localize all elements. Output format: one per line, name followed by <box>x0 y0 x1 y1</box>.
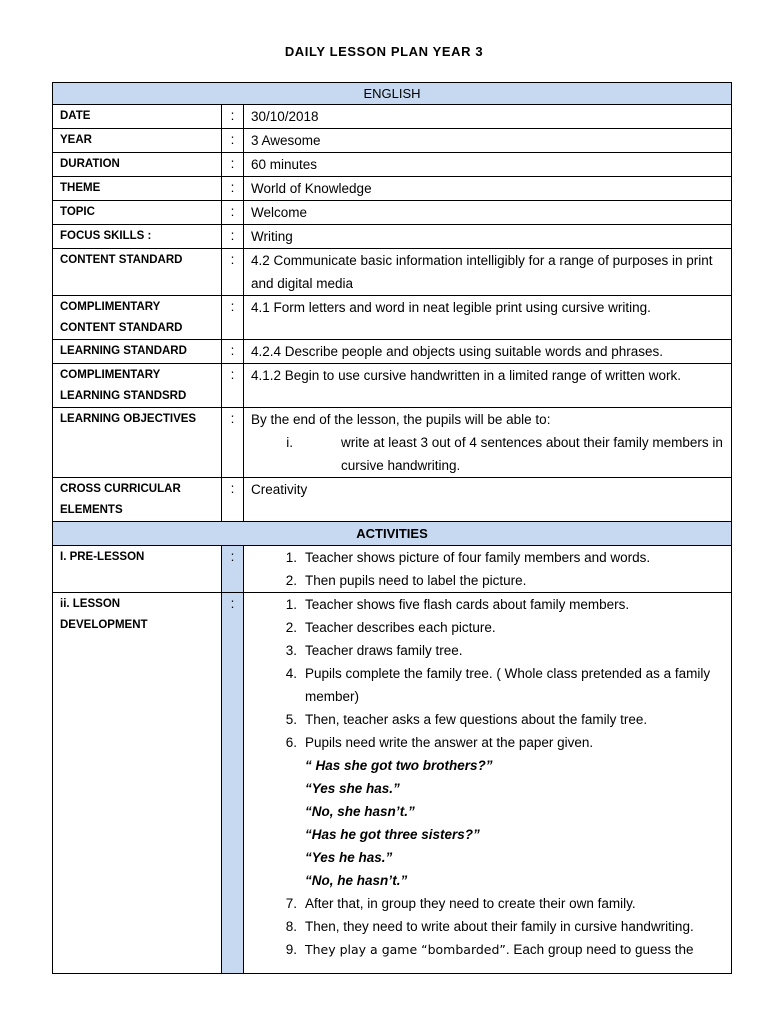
subject-header: ENGLISH <box>53 83 732 105</box>
step-text: Then, teacher asks a few questions about the family tree. <box>305 712 648 727</box>
step-text <box>305 938 731 961</box>
row-complimentary-learning-standard <box>53 364 732 408</box>
step-text: Teacher shows five flash cards about family members. <box>305 597 630 612</box>
game-instruction-text: . Each group need to guess the <box>505 942 694 957</box>
step-text: After that, in group they need to create their own family. <box>305 896 636 911</box>
pre-lesson-steps <box>244 546 732 593</box>
lesson-development-label-line2: DEVELOPMENT <box>60 619 148 631</box>
learning-standard-label: LEARNING STANDARD <box>53 340 222 364</box>
colon: : <box>222 249 244 296</box>
focus-skills-label: FOCUS SKILLS : <box>53 225 222 249</box>
theme-label: THEME <box>53 177 222 201</box>
colon: : <box>222 546 244 593</box>
cross-curricular-label-line1: CROSS CURRICULAR <box>60 483 181 495</box>
cross-curricular-label <box>53 478 222 522</box>
page-title: DAILY LESSON PLAN YEAR 3 <box>284 44 484 59</box>
activities-header-row <box>53 522 732 546</box>
topic-value: Welcome <box>244 201 732 225</box>
colon: : <box>222 201 244 225</box>
step-number: 7. <box>285 896 297 911</box>
learning-standard-value: 4.2.4 Describe people and objects using suitable words and phrases. <box>244 340 732 364</box>
colon: : <box>222 153 244 177</box>
complimentary-content-label-line2: CONTENT STANDARD <box>60 322 183 334</box>
year-label: YEAR <box>53 129 222 153</box>
lesson-development-label-line1: ii. LESSON <box>60 598 121 610</box>
row-cross-curricular <box>53 478 732 522</box>
step-number: 5. <box>285 712 297 727</box>
row-duration <box>53 153 732 177</box>
colon: : <box>222 296 244 340</box>
complimentary-learning-value: 4.1.2 Begin to use cursive handwritten in a limited range of written work. <box>244 364 732 408</box>
colon: : <box>222 478 244 522</box>
lesson-plan-table <box>52 82 732 974</box>
dialogue-line: “Yes he has.” <box>305 850 393 865</box>
row-pre-lesson <box>53 546 732 593</box>
duration-label: DURATION <box>53 153 222 177</box>
row-date <box>53 105 732 129</box>
list-item <box>251 616 731 639</box>
objective-item <box>251 431 731 477</box>
step-text: Then pupils need to label the picture. <box>305 573 527 588</box>
step-text: Teacher shows picture of four family members and words. <box>305 550 651 565</box>
list-item <box>251 569 731 592</box>
complimentary-learning-label-line1: COMPLIMENTARY <box>60 369 161 381</box>
list-item <box>251 593 731 616</box>
row-complimentary-content-standard <box>53 296 732 340</box>
step-number: 2. <box>285 573 297 588</box>
list-item <box>251 639 731 662</box>
colon: : <box>222 129 244 153</box>
row-learning-objectives <box>53 408 732 478</box>
colon: : <box>222 105 244 129</box>
step-number: 4. <box>285 666 297 681</box>
learning-objectives-label: LEARNING OBJECTIVES <box>53 408 222 478</box>
step-number: 3. <box>285 643 297 658</box>
topic-label: TOPIC <box>53 201 222 225</box>
year-value: 3 Awesome <box>244 129 732 153</box>
dialogue-line: “ Has she got two brothers?” <box>305 758 493 773</box>
step-text: Pupils need write the answer at the paper given. <box>305 735 594 750</box>
step-number: 6. <box>285 735 297 750</box>
list-item <box>251 546 731 569</box>
subject-header-row <box>53 83 732 105</box>
dialogue-line: “No, she hasn’t.” <box>305 804 415 819</box>
duration-value: 60 minutes <box>244 153 732 177</box>
list-item <box>251 662 731 708</box>
objective-text: write at least 3 out of 4 sentences about their family members in cursive handwriting. <box>341 435 723 473</box>
complimentary-content-value: 4.1 Form letters and word in neat legible print using cursive writing. <box>244 296 732 340</box>
objective-number: i. <box>286 435 293 450</box>
row-focus-skills <box>53 225 732 249</box>
colon: : <box>222 593 244 974</box>
step-number: 1. <box>285 597 297 612</box>
step-number: 1. <box>285 550 297 565</box>
dialogue-line: “Yes she has.” <box>305 781 400 796</box>
lesson-development-steps <box>244 593 732 974</box>
colon: : <box>222 177 244 201</box>
row-topic <box>53 201 732 225</box>
row-theme <box>53 177 732 201</box>
focus-skills-value: Writing <box>244 225 732 249</box>
date-value: 30/10/2018 <box>244 105 732 129</box>
step-text: Teacher describes each picture. <box>305 620 496 635</box>
row-content-standard <box>53 249 732 296</box>
step-number: 9. <box>285 942 297 957</box>
colon: : <box>222 225 244 249</box>
step-number: 8. <box>285 919 297 934</box>
row-lesson-development <box>53 593 732 974</box>
pre-lesson-label: I. PRE-LESSON <box>53 546 222 593</box>
learning-objectives-value <box>244 408 732 478</box>
dialogue-line: “No, he hasn’t.” <box>305 873 408 888</box>
complimentary-content-label-line1: COMPLIMENTARY <box>60 301 161 313</box>
lesson-development-label <box>53 593 222 974</box>
row-learning-standard <box>53 340 732 364</box>
content-standard-value: 4.2 Communicate basic information intelligibly for a range of purposes in print and digital media <box>244 249 732 296</box>
cross-curricular-label-line2: ELEMENTS <box>60 504 123 516</box>
activities-header: ACTIVITIES <box>53 522 732 546</box>
colon: : <box>222 340 244 364</box>
list-item <box>251 938 731 961</box>
game-name-text: They play a game “bombarded” <box>305 942 506 957</box>
complimentary-content-label <box>53 296 222 340</box>
step-text: Pupils complete the family tree. ( Whole class pretended as a family member) <box>305 666 711 704</box>
dialogue-line: “Has he got three sisters?” <box>305 827 480 842</box>
row-year <box>53 129 732 153</box>
colon: : <box>222 408 244 478</box>
cross-curricular-value: Creativity <box>244 478 732 522</box>
step-number: 2. <box>285 620 297 635</box>
list-item <box>251 915 731 938</box>
colon: : <box>222 364 244 408</box>
step-text: Teacher draws family tree. <box>305 643 463 658</box>
list-item <box>251 892 731 915</box>
theme-value: World of Knowledge <box>244 177 732 201</box>
objectives-intro: By the end of the lesson, the pupils will be able to: <box>251 412 551 427</box>
content-standard-label: CONTENT STANDARD <box>53 249 222 296</box>
complimentary-learning-label <box>53 364 222 408</box>
complimentary-learning-label-line2: LEARNING STANDSRD <box>60 390 187 402</box>
date-label: DATE <box>53 105 222 129</box>
step-text: Then, they need to write about their family in cursive handwriting. <box>305 919 694 934</box>
list-item <box>251 731 731 754</box>
list-item <box>251 708 731 731</box>
